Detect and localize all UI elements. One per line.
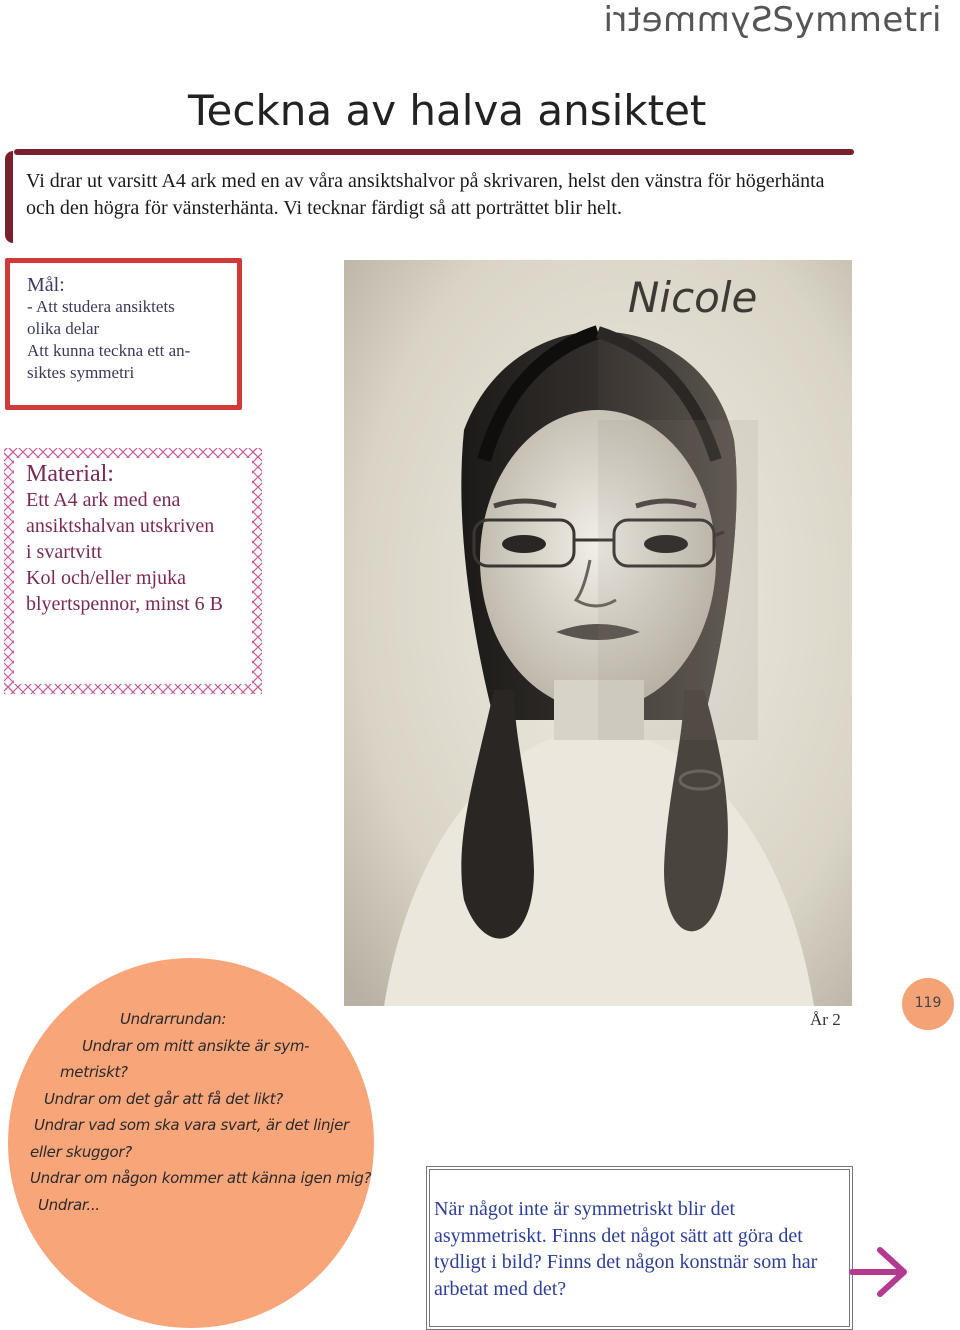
- material-line: blyertspennor, minst 6 B: [26, 593, 223, 615]
- wonder-line: Undrar om det går att få det likt?: [44, 1089, 283, 1108]
- page-number: 119: [902, 978, 954, 1030]
- material-line: i svartvitt: [26, 541, 103, 563]
- portrait-drawing: [344, 260, 852, 1006]
- material-content: [26, 461, 261, 617]
- goal-line: - Att studera ansiktets: [27, 297, 175, 316]
- goal-content: [27, 274, 227, 384]
- wonder-line: eller skuggor?: [30, 1142, 132, 1161]
- material-line: Ett A4 ark med ena: [26, 489, 181, 511]
- arrow-right-icon[interactable]: [848, 1244, 912, 1300]
- intro-bracket-top: [14, 149, 854, 155]
- wonder-content: [28, 1006, 372, 1218]
- wonder-line: Undrar vad som ska vara svart, är det linjer: [34, 1116, 349, 1134]
- wonder-line: Undrar...: [38, 1195, 100, 1214]
- brand-mirrored: Symmetri: [602, 0, 773, 40]
- material-line: ansiktshalvan utskriven: [26, 515, 215, 537]
- goal-line: Att kunna teckna ett an-: [27, 341, 191, 360]
- wonder-line: Undrar om någon kommer att känna igen mig?: [30, 1169, 372, 1187]
- grade-label: År 2: [810, 1010, 841, 1029]
- goal-heading: Mål:: [27, 274, 65, 296]
- material-heading: Material:: [26, 461, 114, 487]
- wonder-line: metriskt?: [60, 1063, 128, 1081]
- goal-line: olika delar: [27, 319, 100, 338]
- page-title: Teckna av halva ansiktet: [188, 86, 707, 135]
- wonder-heading: Undrarrundan:: [120, 1010, 227, 1028]
- goal-line: siktes symmetri: [27, 363, 135, 382]
- brand-logo: [603, 0, 942, 40]
- material-line: Kol och/eller mjuka: [26, 567, 186, 589]
- question-text: När något inte är symmetriskt blir det asymmetriskt. Finns det något sätt att göra det tydligt i bild? Finns det någon konstnär som har arbetat med det?: [434, 1198, 818, 1300]
- brand-text: Symmetri: [772, 0, 942, 40]
- intro-bracket-left: [5, 151, 13, 243]
- intro-text: Vi drar ut varsitt A4 ark med en av våra ansiktshalvor på skrivaren, helst den vänstra för högerhänta och den högra för vänsterhänta. Vi tecknar färdigt så att porträttet blir helt.: [26, 170, 825, 219]
- wonder-line: Undrar om mitt ansikte är sym-: [82, 1036, 310, 1055]
- portrait-signature: Nicole: [628, 273, 758, 322]
